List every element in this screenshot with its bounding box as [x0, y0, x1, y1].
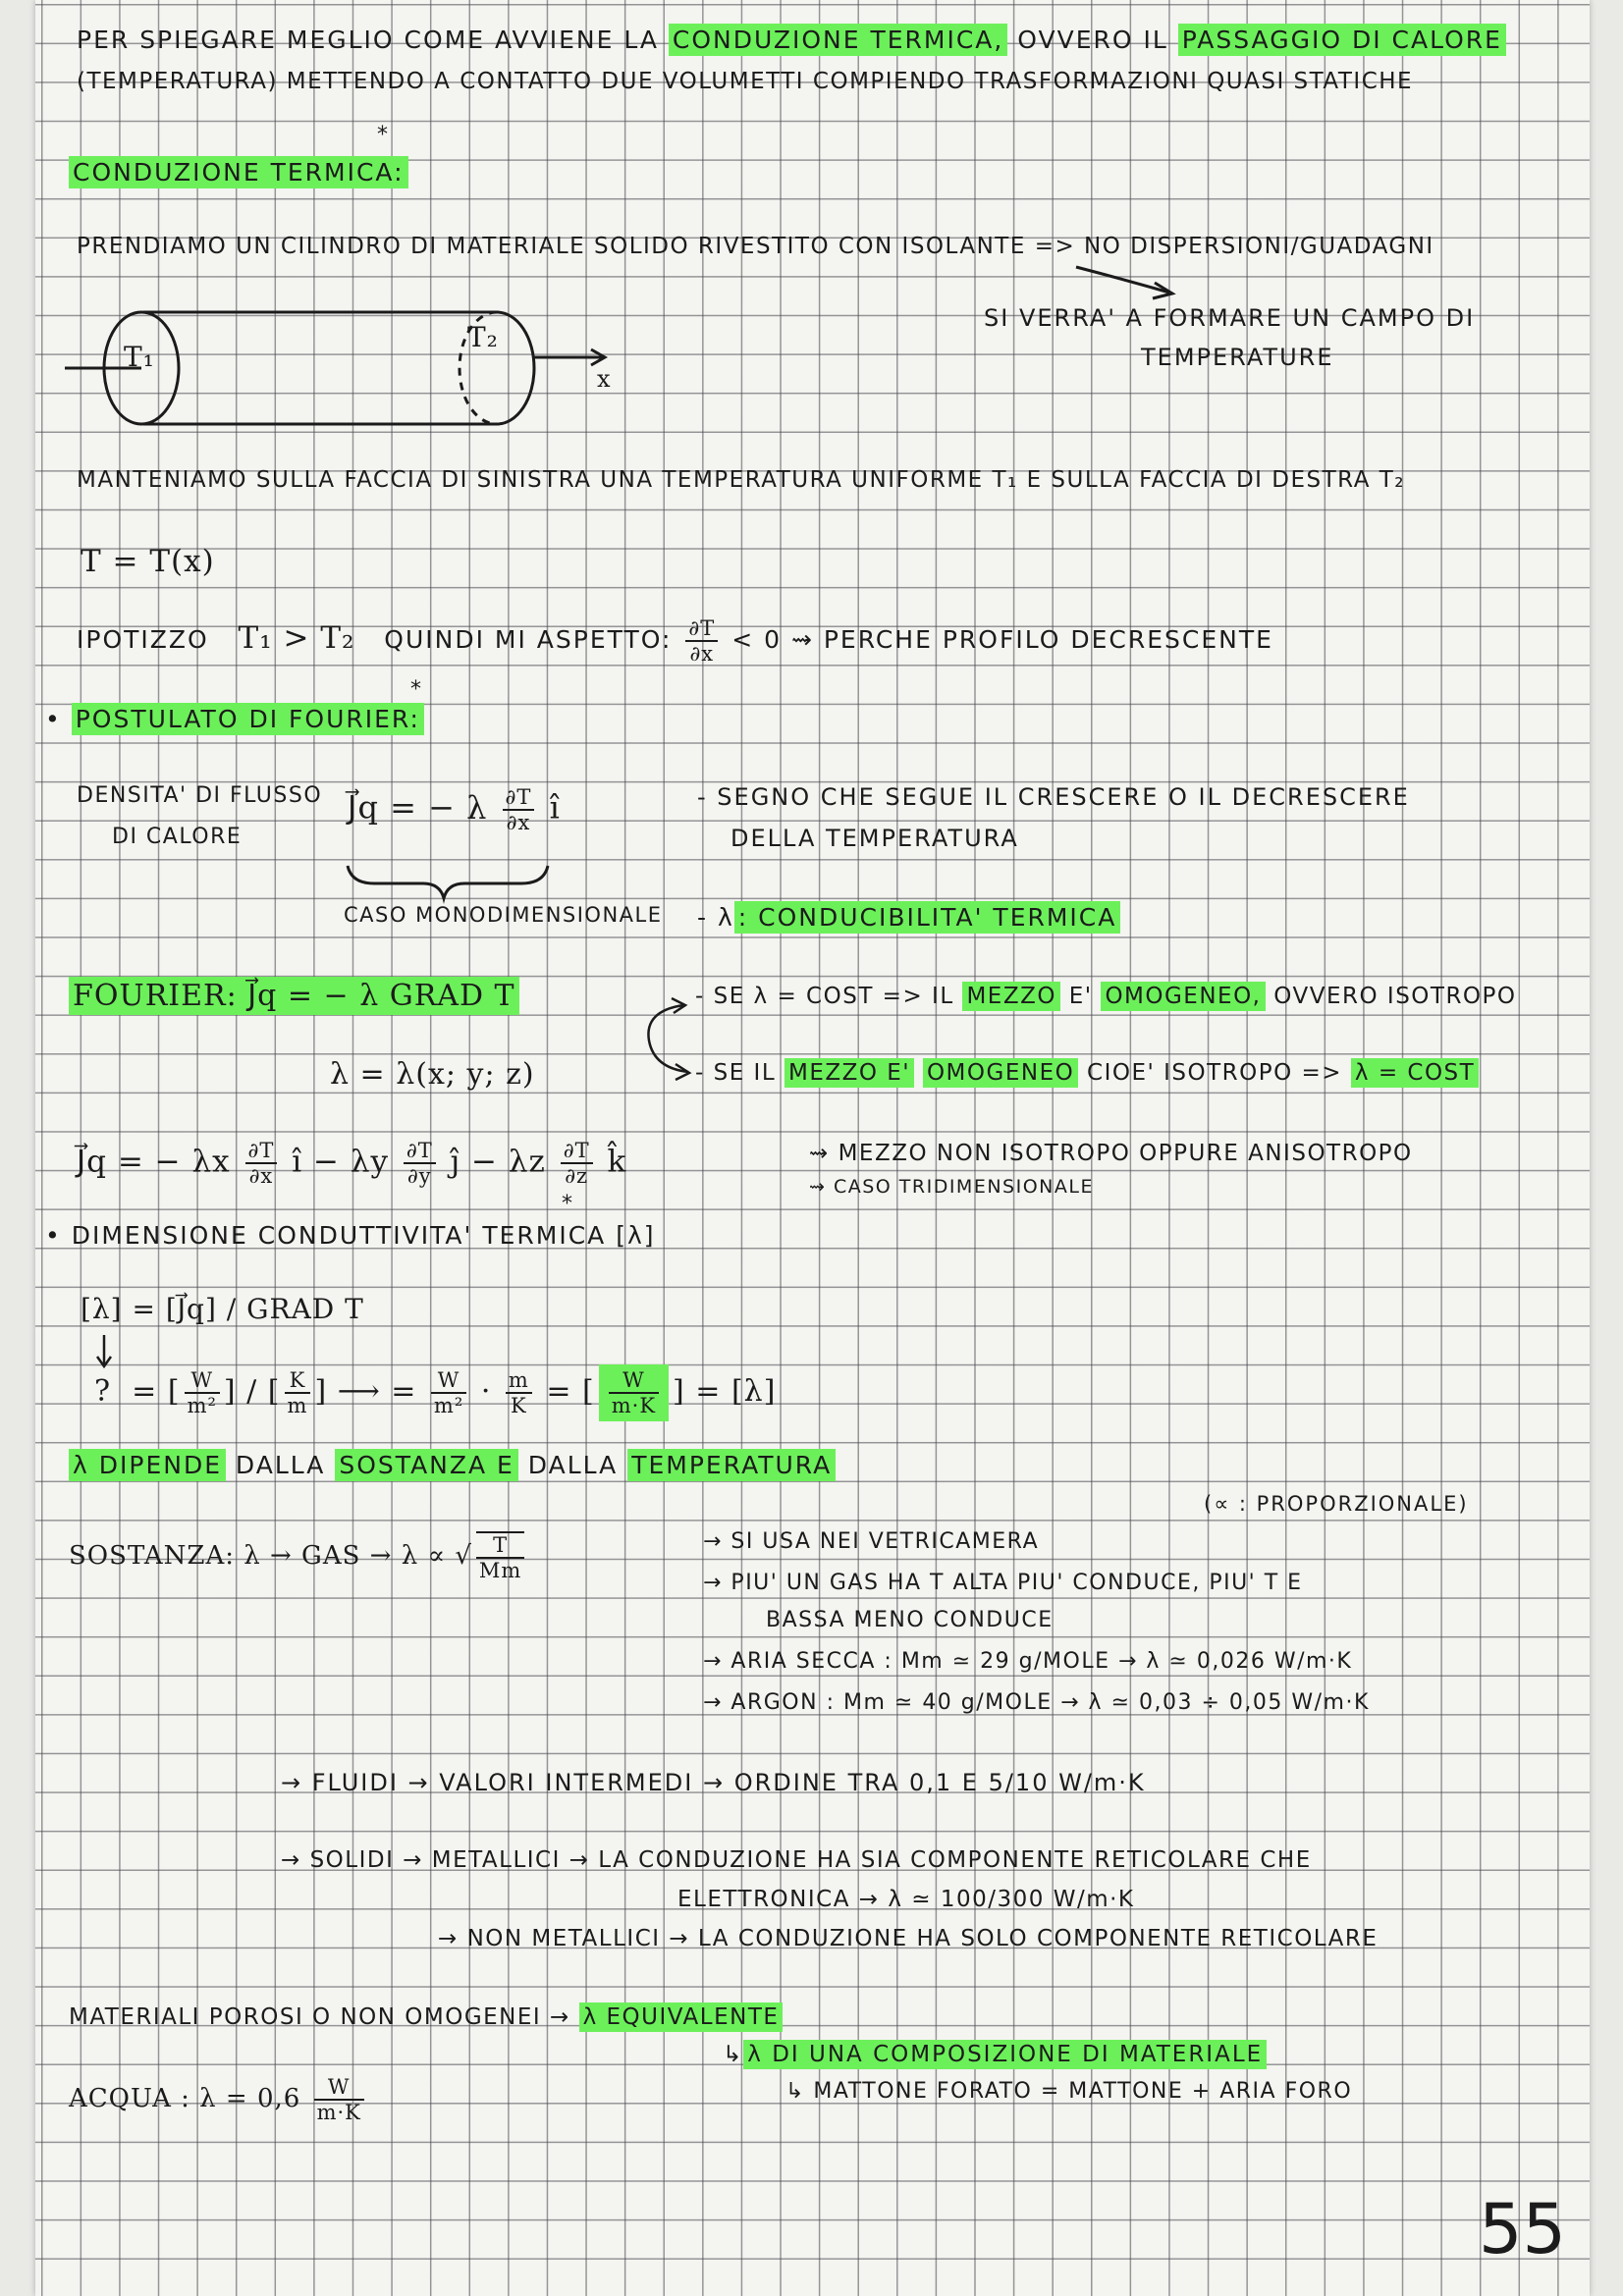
- flux-equation: J⃗q = − λ $\frac{\partial T}{\partial x}$ î: [348, 785, 561, 835]
- t-of-x: T = T(x): [81, 544, 215, 579]
- tridimensionale-note: ⇝ CASO TRIDIMENSIONALE: [809, 1176, 1094, 1198]
- se-lambda-cost: - SE λ = COST => IL MEZZO E' OMOGENEO, OVVERO ISOTROPO: [695, 984, 1517, 1009]
- gas-note-1: → SI USA NEI VETRICAMERA: [703, 1529, 1040, 1554]
- page-number: 55: [1479, 2189, 1567, 2269]
- field-note-1: SI VERRA' A FORMARE UN CAMPO DI: [984, 304, 1476, 332]
- tridimensional-equation: J⃗q = − λx $\frac{\partial T}{\partial x}$ î − λy $\frac{\partial T}{\partial y}$ ĵ − λz $\frac{\partial T}{\partial z}$ k̂: [77, 1139, 627, 1189]
- sign-note-1: - SEGNO CHE SEGUE IL CRESCERE O IL DECRESCERE: [697, 783, 1410, 811]
- solidi-elettronica: ELETTRONICA → λ ≃ 100/300 W/m·K: [677, 1887, 1135, 1912]
- field-note-2: TEMPERATURE: [1141, 344, 1334, 371]
- dimension-line-1: [λ] = [J⃗q] / GRAD T: [81, 1293, 364, 1325]
- label-x-axis: x: [597, 365, 612, 393]
- non-metallici: → NON METALLICI → LA CONDUZIONE HA SOLO COMPONENTE RETICOLARE: [438, 1926, 1379, 1951]
- composizione: ↳ λ DI UNA COMPOSIZIONE DI MATERIALE: [723, 2044, 1267, 2066]
- flux-label-2: DI CALORE: [112, 825, 243, 849]
- dimension-derivation: ? = [ $\frac{W}{\text{m²}}$ ] / [ $\frac{K}{m}$ ] ⟶ = $\frac{W}{\text{m²}}$ · $\frac{m}{K}$ = [ $\frac{W}{m\cdot K}$ ] = [λ]: [94, 1364, 776, 1421]
- solidi-metallici: → SOLIDI → METALLICI → LA CONDUZIONE HA SIA COMPONENTE RETICOLARE CHE: [281, 1847, 1312, 1873]
- down-arrow-icon: [35, 0, 1590, 1374]
- asterisk-mark: *: [410, 677, 421, 702]
- hypothesis-line: IPOTIZZO T₁ > T₂ QUINDI MI ASPETTO: $\frac{\partial T}{\partial x}$ < 0 ⇝ PERCHE PROFILO DECRESCENTE: [77, 616, 1273, 667]
- lambda-xyz: λ = λ(x; y; z): [330, 1057, 535, 1092]
- label-t2: T₂: [467, 321, 499, 353]
- gas-note-2: → PIU' UN GAS HA T ALTA PIU' CONDUCE, PIU' T E: [703, 1571, 1303, 1595]
- section-conduzione-termica: CONDUZIONE TERMICA:: [69, 160, 408, 185]
- lambda-depends: λ DIPENDE DALLA SOSTANZA E DALLA TEMPERATURA: [69, 1453, 836, 1477]
- proportional-note: (∝ : PROPORZIONALE): [1204, 1492, 1469, 1516]
- intro-line-2: (TEMPERATURA) METTENDO A CONTATTO DUE VOLUMETTI COMPIENDO TRASFORMAZIONI QUASI STATICHE: [77, 69, 1414, 94]
- notebook-page: [35, 0, 1590, 2296]
- cylinder-description: PRENDIAMO UN CILINDRO DI MATERIALE SOLIDO RIVESTITO CON ISOLANTE => NO DISPERSIONI/GUADAGNI: [77, 234, 1434, 259]
- acqua: ACQUA : λ = 0,6 $\frac{W}{m\cdot K}$: [69, 2075, 368, 2124]
- maintain-text: MANTENIAMO SULLA FACCIA DI SINISTRA UNA TEMPERATURA UNIFORME T₁ E SULLA FACCIA DI DESTRA T₂: [77, 467, 1406, 493]
- asterisk-mark: *: [562, 1192, 572, 1216]
- sostanza-gas: SOSTANZA: λ → GAS → λ ∝ √ $\frac{T}{Mm}$: [69, 1531, 528, 1582]
- fluidi: → FLUIDI → VALORI INTERMEDI → ORDINE TRA 0,1 E 5/10 W/m·K: [281, 1769, 1146, 1796]
- gas-note-3: BASSA MENO CONDUCE: [766, 1608, 1054, 1632]
- flux-label-1: DENSITA' DI FLUSSO: [77, 783, 323, 808]
- postulato-fourier: • POSTULATO DI FOURIER:: [45, 707, 424, 731]
- dimension-title: • DIMENSIONE CONDUTTIVITA' TERMICA [λ]: [45, 1221, 656, 1250]
- asterisk-mark: *: [377, 123, 388, 147]
- mattone-forato: ↳ MATTONE FORATO = MATTONE + ARIA FORO: [785, 2079, 1353, 2104]
- se-mezzo-omogeneo: - SE IL MEZZO E' OMOGENEO CIOE' ISOTROPO => λ = COST: [695, 1062, 1479, 1085]
- fourier-vector-law: FOURIER: J⃗q = − λ GRAD T: [69, 982, 519, 1011]
- argon: → ARGON : Mm ≃ 40 g/MOLE → λ ≃ 0,03 ÷ 0,05 W/m·K: [703, 1690, 1370, 1715]
- brace-label: CASO MONODIMENSIONALE: [344, 903, 663, 927]
- label-t1: T₁: [124, 341, 155, 373]
- aria-secca: → ARIA SECCA : Mm ≃ 29 g/MOLE → λ ≃ 0,026 W/m·K: [703, 1649, 1353, 1674]
- anisotropo-note: ⇝ MEZZO NON ISOTROPO OPPURE ANISOTROPO: [809, 1141, 1413, 1166]
- lambda-note: - λ : CONDUCIBILITA' TERMICA: [697, 905, 1120, 930]
- materiali-porosi: MATERIALI POROSI O NON OMOGENEI → λ EQUIVALENTE: [69, 2006, 783, 2029]
- sign-note-2: DELLA TEMPERATURA: [730, 825, 1019, 852]
- intro-line-1: PER SPIEGARE MEGLIO COME AVVIENE LA CONDUZIONE TERMICA, OVVERO IL PASSAGGIO DI CALORE: [77, 27, 1506, 52]
